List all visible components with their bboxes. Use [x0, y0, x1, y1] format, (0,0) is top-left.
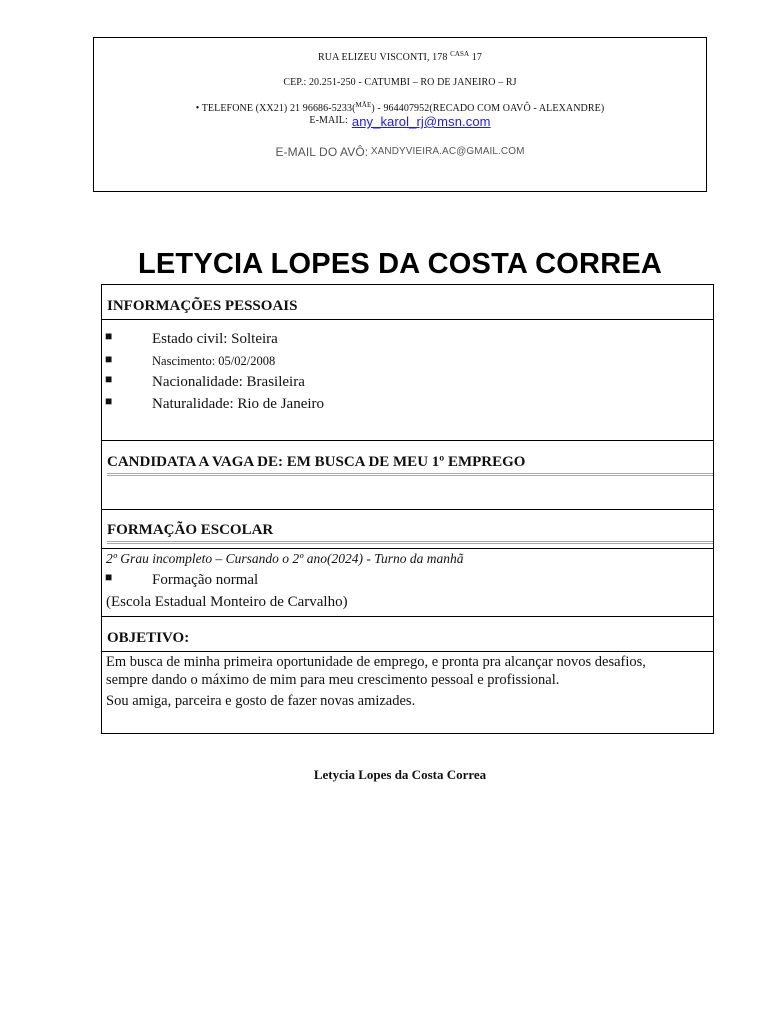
objective-text-3: Sou amiga, parceira e gosto de fazer novas amizades. — [106, 693, 416, 709]
phone-text-2: ) - 964407952(RECADO COM OAVÔ - ALEXANDRE) — [371, 103, 605, 114]
bullet-icon: ■ — [105, 570, 113, 584]
email-label: E-MAIL: — [309, 115, 348, 126]
bullet-icon: ■ — [105, 352, 113, 366]
email-link[interactable]: any_karol_rj@msn.com — [351, 114, 491, 129]
education-header — [101, 509, 714, 549]
contact-box — [93, 37, 707, 192]
position-section — [101, 440, 714, 510]
education-title: FORMAÇÃO ESCOLAR — [107, 522, 274, 538]
candidate-name: LETYCIA LOPES DA COSTA CORREA — [137, 248, 663, 280]
phone-line — [94, 101, 706, 114]
signature-name: Letycia Lopes da Costa Correa — [313, 767, 487, 782]
birth-date: Nascimento: 05/02/2008 — [152, 354, 276, 368]
personal-info-header — [101, 284, 714, 320]
education-body — [101, 548, 714, 617]
divider — [107, 473, 713, 476]
bullet-icon: ■ — [105, 372, 113, 386]
phone-sup: MÃE — [355, 101, 372, 109]
marital-status: Estado civil: Solteira — [152, 331, 278, 347]
education-school: (Escola Estadual Monteiro de Carvalho) — [106, 594, 348, 610]
cep-line: CEP.: 20.251-250 - CATUMBI – RO DE JANEIRO – RJ — [283, 77, 517, 88]
position-title: CANDIDATA A VAGA DE: EM BUSCA DE MEU 1º EMPREGO — [107, 454, 526, 470]
address-number: 17 — [471, 52, 482, 63]
objective-body — [101, 651, 714, 734]
address-text: RUA ELIZEU VISCONTI, 178 — [318, 52, 448, 63]
personal-info-title: INFORMAÇÕES PESSOAIS — [107, 298, 298, 314]
grandpa-email-line — [94, 145, 706, 159]
email-line — [94, 114, 706, 129]
address-line — [94, 50, 706, 63]
phone-text: • TELEFONE (XX21) 21 96686-5233( — [195, 103, 356, 114]
bullet-icon: ■ — [105, 394, 113, 408]
education-status: 2º Grau incompleto – Cursando o 2º ano(2024) - Turno da manhã — [106, 551, 464, 566]
grandpa-email-label: E-MAIL DO AVÔ: — [275, 145, 369, 159]
address-sup: CASA — [450, 50, 470, 58]
grandpa-email-value: XANDYVIEIRA.AC@GMAIL.COM — [370, 146, 525, 157]
objective-title: OBJETIVO: — [107, 630, 190, 646]
objective-header — [101, 616, 714, 652]
birthplace: Naturalidade: Rio de Janeiro — [152, 396, 325, 412]
education-course: Formação normal — [152, 572, 259, 588]
objective-text-2: sempre dando o máximo de mim para meu crescimento pessoal e profissional. — [106, 672, 560, 688]
nationality: Nacionalidade: Brasileira — [152, 374, 305, 390]
divider — [107, 541, 713, 544]
objective-text-1: Em busca de minha primeira oportunidade de emprego, e pronta pra alcançar novos desafios, — [106, 654, 646, 670]
personal-info-body — [101, 319, 714, 441]
bullet-icon: ■ — [105, 329, 113, 343]
